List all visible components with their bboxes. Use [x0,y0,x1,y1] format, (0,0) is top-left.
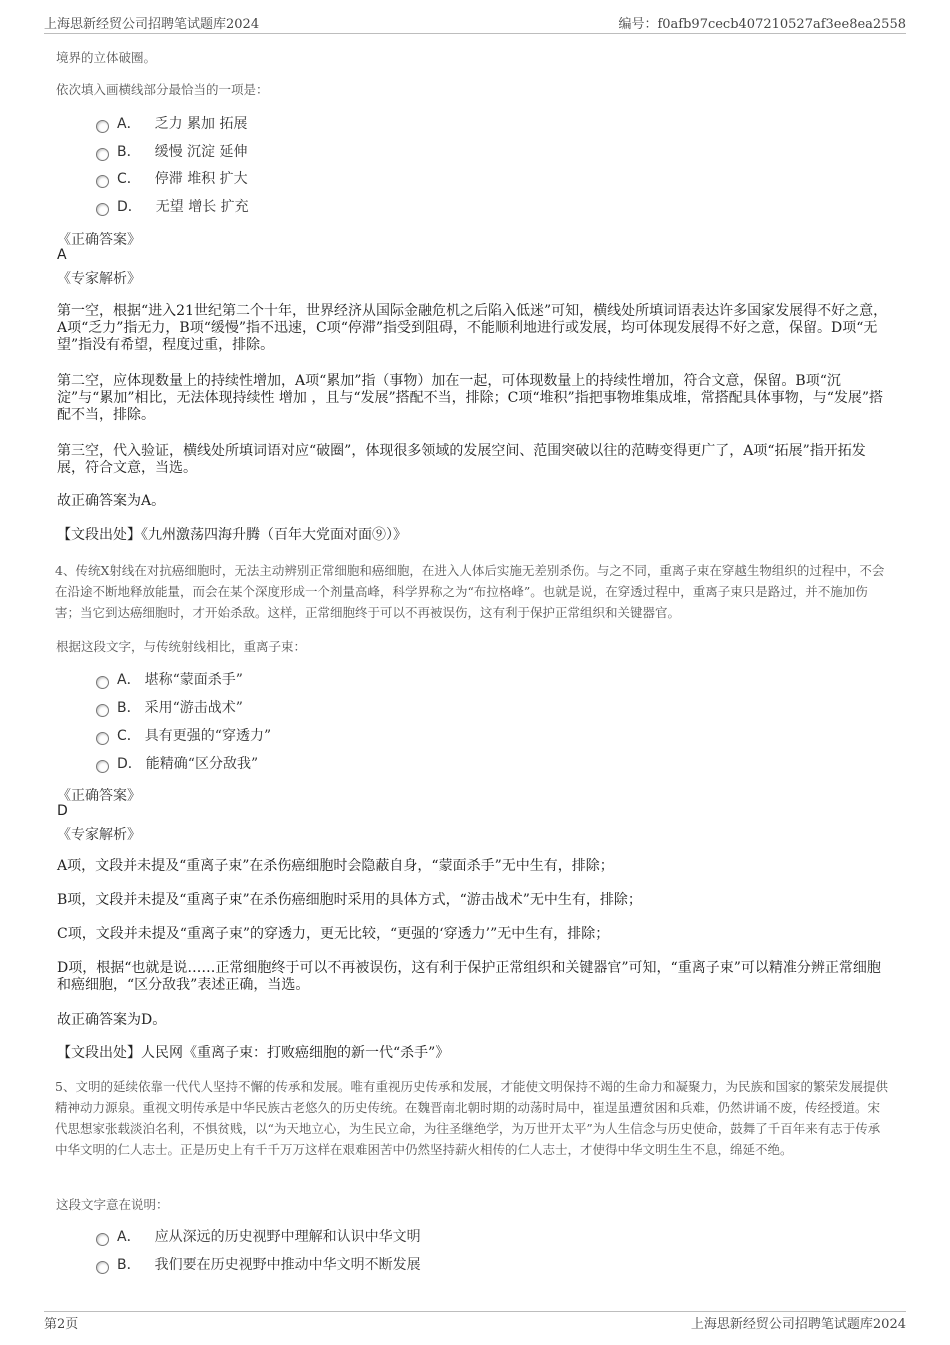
q4-option-d[interactable] [96,754,258,774]
radio-icon[interactable] [96,175,109,188]
q5-option-b[interactable] [96,1255,421,1275]
option-letter: A． [117,116,141,132]
q4-source: 【文段出处】人民网《重离子束：打败癌细胞的新一代“杀手”》 [57,1045,450,1061]
radio-icon[interactable] [96,732,109,745]
q5-prompt: 这段文字意在说明： [56,1197,169,1212]
q4-analysis-label: 《专家解析》 [57,827,141,843]
option-text: 具有更强的“穿透力” [144,728,272,744]
q3-answer: A [57,247,67,263]
option-letter: C． [117,728,141,744]
radio-icon[interactable] [96,1233,109,1246]
q3-analysis-2: 第二空，应体现数量上的持续性增加，A项“累加”指（事物）加在一起，可体现数量上的持续性增加，符合文意，保留。B项“沉淀”与“累加”相比，无法体现持续性 增加 ，且与“发展”搭配不当，排除；C项“堆积”指把事物堆集成堆，常搭配具体事物，与“发展”搭配不当，排除。 [57,373,884,423]
radio-icon[interactable] [96,1261,109,1274]
option-letter: A． [117,672,141,688]
radio-icon[interactable] [96,120,109,133]
page-number: 第2页 [44,1317,79,1332]
radio-icon[interactable] [96,148,109,161]
q4-analysis-3: C项，文段并未提及“重离子束”的穿透力，更无比较，“更强的‘穿透力’”无中生有，排除； [57,926,610,942]
q4-analysis-4: D项，根据“也就是说……正常细胞终于可以不再被误伤，这有利于保护正常组织和关键器官”可知，“重离子束”可以精准分辨正常细胞和癌细胞，“区分敌我”表述正确，当选。 [57,960,881,993]
option-letter: C． [117,171,141,187]
footer-divider [44,1311,906,1312]
q3-analysis-1: 第一空，根据“进入21世纪第二个十年，世界经济从国际金融危机之后陷入低迷”可知，横线处所填词语表达许多国家发展得不好之意，A项“乏力”指无力，B项“缓慢”指不迅速，C项“停滞”指受到阻碍，不能顺利地进行或发展，均可体现发展得不好之意，保留。D项“无望”指没有希望，程度过重，排除。 [57,303,888,353]
option-letter: D． [117,199,142,215]
q4-option-a[interactable] [96,670,243,690]
option-text: 能精确“区分敌我” [145,756,259,772]
q5-stem: 5、文明的延续依靠一代代人坚持不懈的传承和发展。唯有重视历史传承和发展，才能使文明保持不竭的生命力和凝聚力，为民族和国家的繁荣发展提供精神动力源泉。重视文明传承是中华民族古老悠久的历史传统。在魏晋南北朝时期的动荡时局中，崔逞虽遭贫困和兵难，仍然讲诵不废，传经授道。宋代思想家张载淡泊名利，不惧贫贱，以“为天地立心，为生民立命，为往圣继绝学，为万世开太平”为人生信念与历史使命，鼓舞了千百年来有志于传承中华文明的仁人志士。正是历史上有千千万万这样在艰难困苦中仍然坚持薪火相传的仁人志士，才使得中华文明生生不息，绵延不绝。 [55,1079,888,1157]
option-text: 停滞 堆积 扩大 [154,171,248,187]
option-text: 堪称“蒙面杀手” [144,672,243,688]
q3-stem-tail: 境界的立体破圈。 [56,50,157,65]
option-letter: D． [117,756,142,772]
q4-prompt: 根据这段文字，与传统射线相比，重离子束： [56,639,307,654]
radio-icon[interactable] [96,704,109,717]
header-title: 上海思新经贸公司招聘笔试题库2024 [44,17,260,32]
option-text: 应从深远的历史视野中理解和认识中华文明 [154,1229,421,1245]
q5-option-a[interactable] [96,1227,421,1247]
q4-answer-label: 《正确答案》 [57,788,141,804]
option-letter: B． [117,144,141,160]
radio-icon[interactable] [96,760,109,773]
page-footer [44,1313,906,1333]
q4-option-c[interactable] [96,726,271,746]
q4-analysis-2: B项，文段并未提及“重离子束”在杀伤癌细胞时采用的具体方式，“游击战术”无中生有，排除； [57,892,642,908]
option-text: 缓慢 沉淀 延伸 [154,144,248,160]
option-text: 采用“游击战术” [144,700,243,716]
q3-option-a[interactable] [96,114,247,134]
q3-analysis-3: 第三空，代入验证，横线处所填词语对应“破圈”，体现很多领域的发展空间、范围突破以往的范畴变得更广了，A项“拓展”指开拓发展，符合文意，当选。 [57,443,866,476]
option-letter: B． [117,700,141,716]
radio-icon[interactable] [96,203,109,216]
option-text: 乏力 累加 拓展 [154,116,248,132]
page-header [44,13,906,33]
q3-analysis-4: 故正确答案为A。 [57,493,166,509]
q4-analysis-1: A项，文段并未提及“重离子束”在杀伤癌细胞时会隐蔽自身，“蒙面杀手”无中生有，排除； [57,858,614,874]
q4-option-b[interactable] [96,698,243,718]
option-text: 无望 增长 扩充 [155,199,249,215]
q4-answer: D [57,803,68,819]
header-divider [44,33,906,34]
q3-option-c[interactable] [96,169,248,189]
q4-analysis-5: 故正确答案为D。 [57,1012,167,1028]
radio-icon[interactable] [96,676,109,689]
q3-answer-label: 《正确答案》 [57,232,141,248]
header-doc-id: 编号：f0afb97cecb407210527af3ee8ea2558 [618,17,906,32]
q4-stem: 4、传统X射线在对抗癌细胞时，无法主动辨别正常细胞和癌细胞，在进入人体后实施无差别杀伤。与之不同，重离子束在穿越生物组织的过程中，不会在沿途不断地释放能量，而会在某个深度形成一个剂量高峰，科学界称之为“布拉格峰”。也就是说，在穿透过程中，重离子束只是路过，并不施加伤害；当它到达癌细胞时，才开始杀敌。这样，正常细胞终于可以不再被误伤，这有利于保护正常组织和关键器官。 [55,563,885,620]
q3-source: 【文段出处】《九州激荡四海升腾（百年大党面对面⑨）》 [57,527,407,543]
q3-option-b[interactable] [96,142,248,162]
option-letter: B． [117,1257,141,1273]
option-letter: A． [117,1229,141,1245]
option-text: 我们要在历史视野中推动中华文明不断发展 [154,1257,421,1273]
q3-prompt: 依次填入画横线部分最恰当的一项是： [56,82,269,97]
q3-analysis-label: 《专家解析》 [57,271,141,287]
footer-title: 上海思新经贸公司招聘笔试题库2024 [690,1317,906,1332]
q3-option-d[interactable] [96,197,249,217]
